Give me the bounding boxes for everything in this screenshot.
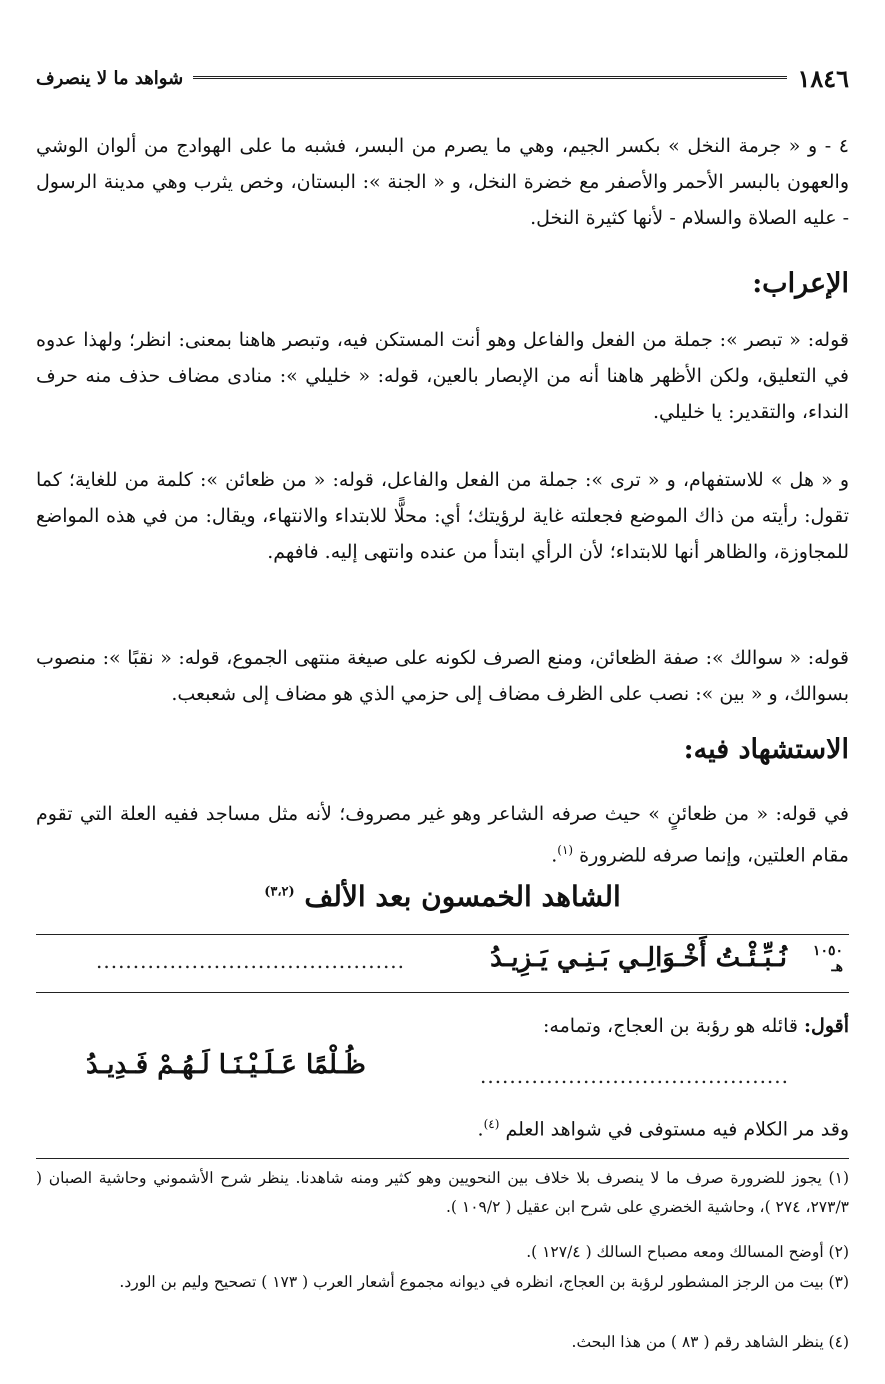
footnote-3: (٣) بيت من الرجز المشطور لرؤبة بن العجاج، انظره في ديوانه مجموع أشعار العرب ( ١٧٣ ) تصحيح وليم بن الورد. <box>119 1273 849 1291</box>
section-title-ref: (٣،٢) <box>264 884 295 900</box>
irab-paragraph-2: و « هل » للاستفهام، و « ترى »: جملة من الفعل والفاعل، قوله: « من ظعائن »: كلمة من للغاية؛ كما تقول: رأيته من ذاك الموضع فجعلته غاية لرؤيتك؛ أي: محلًّا للابتداء والانتهاء، ويقال: من في هذه المواضع للمجاوزة، والظاهر أنها للابتداء؛ لأن الرأي ابتدأ من عنده وانتهى إليه. فافهم. <box>36 469 849 563</box>
istishhad-paragraph <box>36 796 849 873</box>
heading-istishhad: الاستشهاد فيه: <box>683 734 849 765</box>
aqul-text: قائله هو رؤبة بن العجاج، وتمامه: <box>543 1015 798 1037</box>
header-rule <box>193 76 787 81</box>
verse-bottom-rule <box>36 992 849 993</box>
section-title-text: الشاهد الخمسون بعد الألف <box>304 880 621 913</box>
closing-text: وقد مر الكلام فيه مستوفى في شواهد العلم <box>505 1118 849 1141</box>
verse-line-2 <box>36 1050 849 1100</box>
closing-paragraph <box>36 1106 849 1147</box>
heading-irab: الإعراب: <box>752 268 849 299</box>
second-hemistich: ظُـلْمًا عَـلَـيْـنَـا لَـهُـمْ فَـدِيـدُ <box>86 1050 366 1080</box>
footnote-2: (٢) أوضح المسالك ومعه مصباح السالك ( ١٢٧/٤ ). <box>526 1243 849 1261</box>
aqul-label: أقول: <box>804 1015 849 1037</box>
verse-line-1 <box>36 943 849 983</box>
page-number: ١٨٤٦ <box>797 63 849 93</box>
footnote-1: (١) يجوز للضرورة صرف ما لا ينصرف بلا خلاف بين النحويين وهو كثير ومنه شاهدنا. ينظر شرح الأشموني وحاشية الصبان ( ٢٧٣/٣، ٢٧٤ )، وحاشية الخضري على شرح ابن عقيل ( ١٠٩/٢ ). <box>36 1169 849 1216</box>
page-header <box>36 62 849 94</box>
running-title: شواهد ما لا ينصرف <box>36 67 184 89</box>
verse-number <box>813 943 843 975</box>
footnote-ref-4: (٤) <box>483 1117 500 1131</box>
verse-dots-1: .......................................... <box>96 949 406 973</box>
first-hemistich: نُـبِّـئْـتُ أَخْـوَالِـي بَـنِـي يَـزِيـدُ <box>490 943 787 973</box>
footnote-ref-1: (١) <box>557 843 574 857</box>
irab-paragraph-1: قوله: « تبصر »: جملة من الفعل والفاعل وهو أنت المستكن فيه، وتبصر هاهنا بمعنى: انظر؛ ولهذا عدوه في التعليق، ولكن الأظهر هاهنا أنه من الإبصار بالعين، قوله: « خليلي »: منادى مضاف حذف منه حرف النداء، والتقدير: يا خليلي. <box>36 329 849 423</box>
istishhad-end: . <box>551 844 558 867</box>
verse-dots-2: .......................................... <box>479 1064 789 1088</box>
section-title <box>36 880 849 913</box>
irab-paragraph-3: قوله: « سوالك »: صفة الظعائن، ومنع الصرف لكونه على صيغة منتهى الجموع، قوله: « نقبًا »: منصوب بسوالك، و « بين »: نصب على الظرف مضاف إلى حزمي الذي هو مضاف إلى شعبعب. <box>36 647 849 705</box>
aqul-paragraph <box>36 1008 849 1044</box>
verse-top-rule <box>36 934 849 935</box>
closing-end: . <box>477 1118 484 1141</box>
footnote-separator <box>36 1158 849 1159</box>
commentary-paragraph-4: ٤ - و « جرمة النخل » بكسر الجيم، وهي ما يصرم من البسر، فشبه ما على الهوادج من ألوان الوشي والعهون بالبسر الأحمر والأصفر مع خضرة النخل، و « الجنة »: البستان، وخص يثرب وهي مدينة الرسول - عليه الصلاة والسلام - لأنها كثيرة النخل. <box>36 135 849 229</box>
footnote-4: (٤) ينظر الشاهد رقم ( ٨٣ ) من هذا البحث. <box>571 1333 849 1351</box>
istishhad-text: في قوله: « من ظعائنٍ » حيث صرفه الشاعر وهو غير مصروف؛ لأنه مثل مساجد ففيه العلة التي تقوم مقام العلتين، وإنما صرفه للضرورة <box>36 803 849 867</box>
verse-number-value: ١٠٥٠ <box>812 943 843 959</box>
verse-number-sub: هـ <box>831 959 843 975</box>
